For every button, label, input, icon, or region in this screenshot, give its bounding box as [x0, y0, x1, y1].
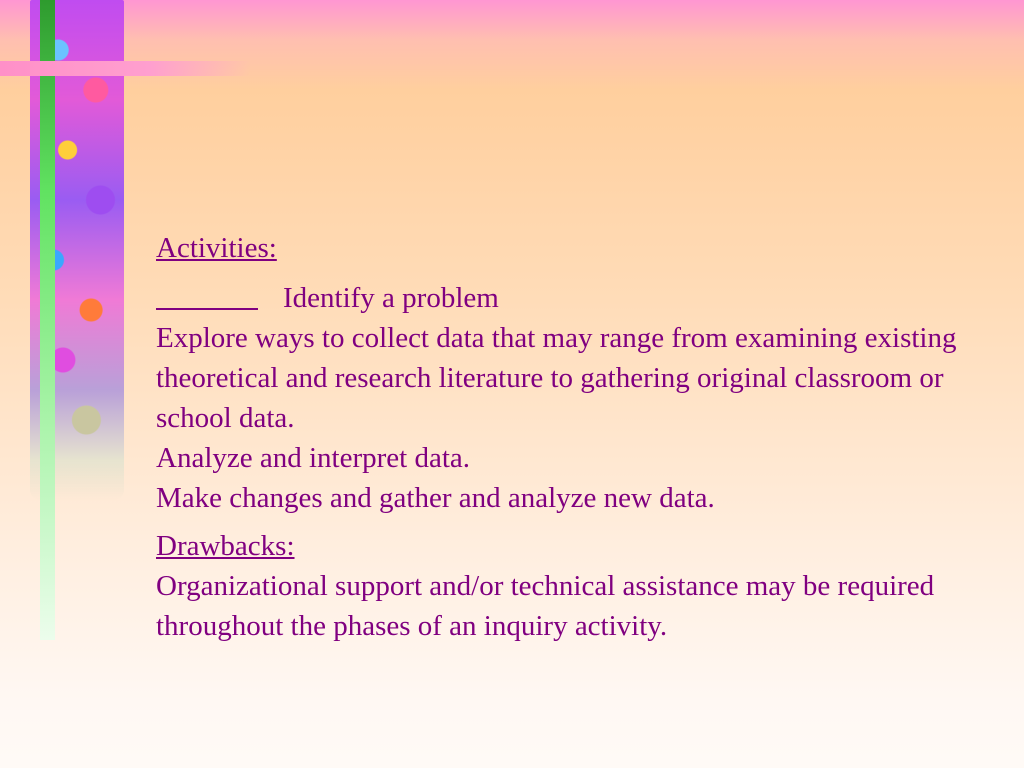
- drawback-item: Organizational support and/or technical assistance may be required throughout the phases of an inquiry activity.: [156, 570, 935, 642]
- activities-heading: Activities:: [156, 232, 277, 264]
- activity-item: Explore ways to collect data that may range from examining existing theoretical and research literature to gathering original classroom or school data.: [156, 322, 957, 434]
- slide-content: [156, 228, 1016, 646]
- fill-in-blank-line: [156, 278, 258, 310]
- activity-item: Analyze and interpret data.: [156, 442, 471, 474]
- decorative-pink-bar: [0, 61, 250, 76]
- drawbacks-heading: Drawbacks:: [156, 530, 295, 562]
- activity-item: Make changes and gather and analyze new data.: [156, 482, 715, 514]
- activity-item: [156, 278, 1016, 318]
- activity-item-text: Identify a problem: [283, 282, 499, 314]
- decorative-green-bar: [40, 0, 55, 640]
